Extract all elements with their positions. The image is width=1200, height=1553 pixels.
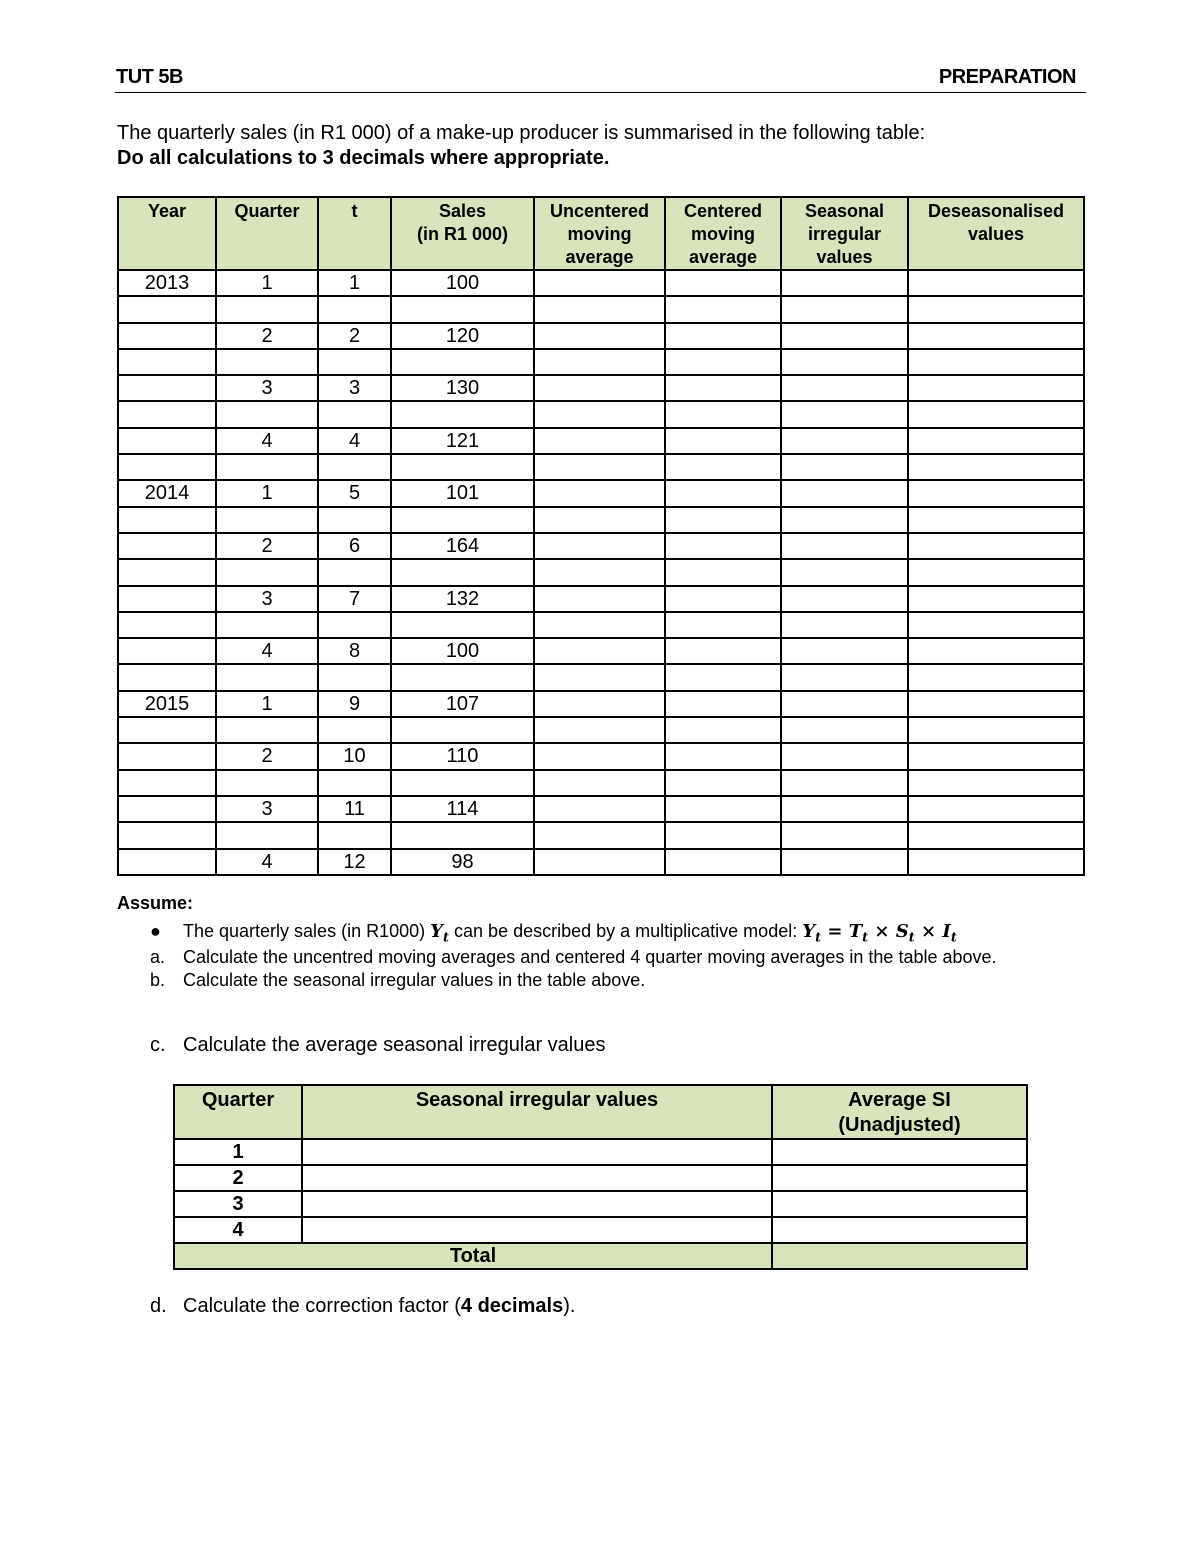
empty-cell — [216, 296, 318, 322]
empty-cell — [665, 401, 781, 427]
empty-cell — [908, 296, 1084, 322]
empty-cell — [908, 717, 1084, 743]
table-row — [118, 849, 1084, 875]
cell-year — [118, 375, 216, 401]
page-header — [115, 66, 1086, 93]
table-row — [118, 586, 1084, 612]
empty-cell — [318, 296, 391, 322]
cell-sales: 100 — [391, 270, 534, 296]
cell-year — [118, 743, 216, 769]
cell-quarter: 1 — [216, 480, 318, 506]
cell-year — [118, 638, 216, 664]
si-quarter-cell: 3 — [174, 1191, 302, 1217]
spacer-row — [118, 559, 1084, 585]
empty-cell — [534, 822, 665, 848]
empty-cell — [781, 349, 908, 375]
cell-t: 7 — [318, 586, 391, 612]
bullet-icon: ● — [150, 921, 161, 941]
empty-answer-cell — [781, 691, 908, 717]
empty-cell — [318, 612, 391, 638]
empty-cell — [781, 559, 908, 585]
empty-answer-cell — [908, 270, 1084, 296]
empty-cell — [216, 559, 318, 585]
empty-answer-cell — [772, 1165, 1027, 1191]
empty-cell — [216, 349, 318, 375]
empty-answer-cell — [534, 849, 665, 875]
empty-cell — [318, 507, 391, 533]
cell-t: 6 — [318, 533, 391, 559]
empty-cell — [665, 454, 781, 480]
spacer-row — [118, 454, 1084, 480]
si-header-row — [174, 1085, 1027, 1139]
empty-cell — [781, 401, 908, 427]
empty-cell — [665, 664, 781, 690]
empty-answer-cell — [665, 270, 781, 296]
cell-t: 11 — [318, 796, 391, 822]
spacer-row — [118, 507, 1084, 533]
sales-table — [117, 196, 1085, 876]
empty-cell — [908, 559, 1084, 585]
empty-cell — [118, 664, 216, 690]
empty-cell — [118, 770, 216, 796]
cell-sales: 114 — [391, 796, 534, 822]
empty-answer-cell — [781, 849, 908, 875]
empty-cell — [118, 296, 216, 322]
empty-answer-cell — [534, 533, 665, 559]
cell-year — [118, 849, 216, 875]
empty-cell — [216, 454, 318, 480]
empty-cell — [665, 822, 781, 848]
empty-answer-cell — [781, 533, 908, 559]
si-col-values: Seasonal irregular values — [302, 1085, 772, 1139]
cell-year: 2013 — [118, 270, 216, 296]
cell-t: 10 — [318, 743, 391, 769]
empty-answer-cell — [665, 323, 781, 349]
intro-line: The quarterly sales (in R1 000) of a make-up producer is summarised in the following table: — [117, 122, 926, 144]
empty-answer-cell — [534, 586, 665, 612]
empty-cell — [908, 770, 1084, 796]
empty-cell — [391, 717, 534, 743]
table-row — [118, 743, 1084, 769]
col-header-seasonal-irregular: Seasonal irregular values — [781, 197, 908, 270]
cell-quarter: 2 — [216, 533, 318, 559]
cell-sales: 110 — [391, 743, 534, 769]
cell-quarter: 2 — [216, 743, 318, 769]
cell-t: 8 — [318, 638, 391, 664]
col-header-uncentered-ma: Uncentered moving average — [534, 197, 665, 270]
empty-cell — [781, 612, 908, 638]
si-quarter-cell: 1 — [174, 1139, 302, 1165]
empty-cell — [665, 612, 781, 638]
empty-cell — [665, 770, 781, 796]
empty-cell — [391, 296, 534, 322]
empty-cell — [391, 612, 534, 638]
empty-cell — [118, 401, 216, 427]
spacer-row — [118, 664, 1084, 690]
empty-cell — [781, 296, 908, 322]
cell-quarter: 3 — [216, 586, 318, 612]
table-row — [118, 375, 1084, 401]
table-row — [118, 270, 1084, 296]
empty-answer-cell — [781, 796, 908, 822]
empty-answer-cell — [908, 586, 1084, 612]
empty-cell — [665, 296, 781, 322]
empty-cell — [534, 349, 665, 375]
empty-cell — [318, 559, 391, 585]
col-header-deseasonalised: Deseasonalised values — [908, 197, 1084, 270]
empty-answer-cell — [534, 375, 665, 401]
si-row — [174, 1139, 1027, 1165]
si-table-body — [174, 1139, 1027, 1269]
empty-cell — [908, 612, 1084, 638]
empty-cell — [216, 664, 318, 690]
empty-answer-cell — [908, 743, 1084, 769]
cell-quarter: 4 — [216, 428, 318, 454]
question-b: b. Calculate the seasonal irregular values in the table above. — [150, 970, 646, 990]
empty-answer-cell — [908, 480, 1084, 506]
empty-cell — [391, 507, 534, 533]
empty-cell — [216, 822, 318, 848]
table-row — [118, 323, 1084, 349]
empty-cell — [391, 559, 534, 585]
cell-year — [118, 428, 216, 454]
empty-cell — [908, 664, 1084, 690]
col-header-year: Year — [118, 197, 216, 270]
empty-cell — [781, 822, 908, 848]
empty-cell — [908, 454, 1084, 480]
empty-cell — [216, 717, 318, 743]
empty-cell — [781, 507, 908, 533]
empty-cell — [534, 717, 665, 743]
empty-answer-cell — [781, 323, 908, 349]
empty-cell — [391, 770, 534, 796]
cell-year — [118, 796, 216, 822]
empty-answer-cell — [665, 743, 781, 769]
empty-cell — [118, 454, 216, 480]
cell-year — [118, 533, 216, 559]
table-row — [118, 796, 1084, 822]
header-left: TUT 5B — [116, 66, 183, 88]
spacer-row — [118, 296, 1084, 322]
empty-cell — [534, 507, 665, 533]
cell-t: 3 — [318, 375, 391, 401]
sales-table-body — [118, 270, 1084, 875]
empty-answer-cell — [781, 480, 908, 506]
empty-answer-cell — [781, 586, 908, 612]
empty-answer-cell — [781, 638, 908, 664]
empty-cell — [665, 507, 781, 533]
table-header-row — [118, 197, 1084, 270]
empty-answer-cell — [534, 270, 665, 296]
empty-cell — [534, 454, 665, 480]
empty-cell — [118, 349, 216, 375]
empty-answer-cell — [534, 480, 665, 506]
empty-cell — [391, 822, 534, 848]
col-header-quarter: Quarter — [216, 197, 318, 270]
question-c: c. Calculate the average seasonal irregular values — [150, 1034, 606, 1056]
intro-text — [117, 121, 925, 171]
table-row — [118, 480, 1084, 506]
empty-cell — [391, 401, 534, 427]
empty-cell — [318, 664, 391, 690]
cell-t: 12 — [318, 849, 391, 875]
empty-answer-cell — [534, 323, 665, 349]
cell-year — [118, 323, 216, 349]
empty-cell — [908, 507, 1084, 533]
cell-sales: 100 — [391, 638, 534, 664]
col-header-centered-ma: Centered moving average — [665, 197, 781, 270]
table-row — [118, 428, 1084, 454]
empty-cell — [318, 770, 391, 796]
spacer-row — [118, 822, 1084, 848]
cell-sales: 101 — [391, 480, 534, 506]
empty-answer-cell — [908, 375, 1084, 401]
cell-sales: 130 — [391, 375, 534, 401]
empty-answer-cell — [772, 1139, 1027, 1165]
empty-answer-cell — [534, 638, 665, 664]
empty-cell — [318, 401, 391, 427]
empty-answer-cell — [302, 1165, 772, 1191]
empty-answer-cell — [781, 270, 908, 296]
cell-sales: 98 — [391, 849, 534, 875]
empty-cell — [781, 664, 908, 690]
col-header-t: t — [318, 197, 391, 270]
empty-cell — [318, 454, 391, 480]
cell-quarter: 3 — [216, 375, 318, 401]
empty-answer-cell — [534, 796, 665, 822]
question-d: d. Calculate the correction factor (4 decimals). — [150, 1295, 576, 1317]
empty-cell — [781, 717, 908, 743]
cell-quarter: 2 — [216, 323, 318, 349]
table-row — [118, 533, 1084, 559]
header-right: PREPARATION — [938, 66, 1076, 88]
cell-year — [118, 586, 216, 612]
empty-cell — [665, 717, 781, 743]
cell-sales: 107 — [391, 691, 534, 717]
spacer-row — [118, 612, 1084, 638]
total-value-cell — [772, 1243, 1027, 1269]
cell-quarter: 4 — [216, 638, 318, 664]
spacer-row — [118, 770, 1084, 796]
empty-cell — [118, 559, 216, 585]
empty-cell — [118, 612, 216, 638]
empty-answer-cell — [908, 533, 1084, 559]
empty-cell — [216, 401, 318, 427]
cell-sales: 132 — [391, 586, 534, 612]
empty-cell — [216, 507, 318, 533]
table-row — [118, 638, 1084, 664]
empty-answer-cell — [781, 743, 908, 769]
empty-cell — [534, 296, 665, 322]
empty-cell — [781, 454, 908, 480]
empty-answer-cell — [665, 586, 781, 612]
empty-answer-cell — [302, 1139, 772, 1165]
empty-cell — [318, 349, 391, 375]
cell-sales: 164 — [391, 533, 534, 559]
empty-cell — [534, 559, 665, 585]
si-col-average: Average SI (Unadjusted) — [772, 1085, 1027, 1139]
empty-cell — [534, 770, 665, 796]
empty-cell — [534, 401, 665, 427]
question-a: a. Calculate the uncentred moving averages and centered 4 quarter moving averages in the table above. — [150, 947, 997, 967]
empty-cell — [118, 822, 216, 848]
empty-answer-cell — [534, 691, 665, 717]
empty-answer-cell — [665, 428, 781, 454]
empty-answer-cell — [534, 743, 665, 769]
empty-answer-cell — [908, 796, 1084, 822]
empty-cell — [534, 612, 665, 638]
empty-answer-cell — [908, 849, 1084, 875]
empty-answer-cell — [665, 796, 781, 822]
empty-cell — [118, 717, 216, 743]
empty-answer-cell — [665, 533, 781, 559]
si-row — [174, 1165, 1027, 1191]
cell-t: 2 — [318, 323, 391, 349]
empty-cell — [391, 454, 534, 480]
spacer-row — [118, 401, 1084, 427]
empty-cell — [318, 822, 391, 848]
intro-instruction: Do all calculations to 3 decimals where appropriate. — [117, 147, 610, 169]
cell-year: 2014 — [118, 480, 216, 506]
empty-answer-cell — [534, 428, 665, 454]
empty-cell — [391, 349, 534, 375]
empty-answer-cell — [908, 691, 1084, 717]
empty-answer-cell — [302, 1217, 772, 1243]
empty-answer-cell — [665, 691, 781, 717]
si-quarter-cell: 4 — [174, 1217, 302, 1243]
cell-quarter: 3 — [216, 796, 318, 822]
empty-cell — [908, 401, 1084, 427]
cell-quarter: 1 — [216, 691, 318, 717]
cell-quarter: 1 — [216, 270, 318, 296]
cell-t: 5 — [318, 480, 391, 506]
empty-cell — [216, 612, 318, 638]
table-row — [118, 691, 1084, 717]
empty-cell — [391, 664, 534, 690]
empty-answer-cell — [781, 375, 908, 401]
empty-answer-cell — [781, 428, 908, 454]
empty-cell — [118, 507, 216, 533]
empty-answer-cell — [302, 1191, 772, 1217]
cell-t: 4 — [318, 428, 391, 454]
cell-t: 9 — [318, 691, 391, 717]
empty-answer-cell — [665, 849, 781, 875]
si-row — [174, 1217, 1027, 1243]
empty-cell — [665, 559, 781, 585]
empty-cell — [781, 770, 908, 796]
assumption-bullet: ● The quarterly sales (in R1000) $Y_t$ can be described by a multiplicative model: $Y_t = T_t \times S_t \times I_t$ — [150, 921, 957, 946]
model-formula: $Y_t = T_t \times S_t \times I_t$ — [802, 921, 957, 946]
si-col-quarter: Quarter — [174, 1085, 302, 1139]
cell-year: 2015 — [118, 691, 216, 717]
assume-heading: Assume: — [117, 893, 194, 913]
empty-cell — [318, 717, 391, 743]
col-header-sales: Sales (in R1 000) — [391, 197, 534, 270]
empty-answer-cell — [665, 638, 781, 664]
si-row — [174, 1191, 1027, 1217]
cell-quarter: 4 — [216, 849, 318, 875]
empty-cell — [665, 349, 781, 375]
empty-answer-cell — [665, 480, 781, 506]
empty-cell — [534, 664, 665, 690]
empty-answer-cell — [665, 375, 781, 401]
empty-cell — [216, 770, 318, 796]
si-quarter-cell: 2 — [174, 1165, 302, 1191]
empty-answer-cell — [772, 1217, 1027, 1243]
cell-sales: 120 — [391, 323, 534, 349]
math-yt: $Y_t$ — [430, 921, 450, 946]
total-label: Total — [174, 1243, 772, 1269]
empty-answer-cell — [772, 1191, 1027, 1217]
seasonal-irregular-table — [173, 1084, 1028, 1270]
cell-sales: 121 — [391, 428, 534, 454]
empty-cell — [908, 349, 1084, 375]
si-total-row — [174, 1243, 1027, 1269]
cell-t: 1 — [318, 270, 391, 296]
empty-answer-cell — [908, 323, 1084, 349]
empty-answer-cell — [908, 428, 1084, 454]
spacer-row — [118, 717, 1084, 743]
empty-answer-cell — [908, 638, 1084, 664]
empty-cell — [908, 822, 1084, 848]
spacer-row — [118, 349, 1084, 375]
